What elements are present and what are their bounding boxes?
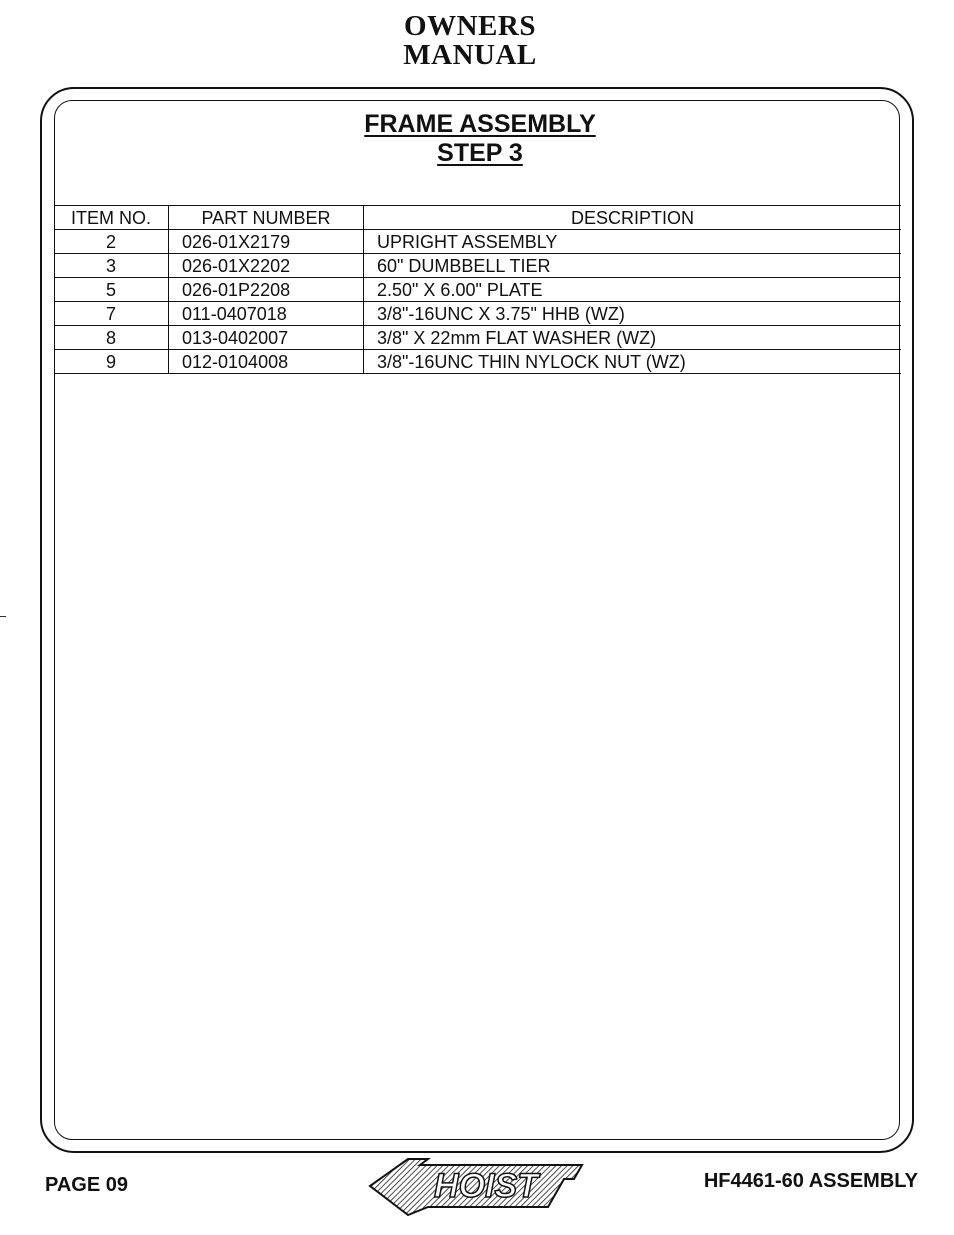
- table-row: [54, 254, 901, 278]
- hoist-logo: [368, 1155, 590, 1217]
- model-label: HF4461-60 ASSEMBLY: [703, 1170, 918, 1192]
- manual-title-line2: MANUAL: [403, 39, 537, 71]
- section-heading: [340, 110, 620, 168]
- header-part-number: PART NUMBER: [169, 206, 364, 230]
- part-number-cell: 013-0402007: [169, 326, 364, 350]
- part-number-cell: 026-01X2179: [169, 230, 364, 254]
- item-no-cell: 3: [54, 254, 169, 278]
- table-row: [54, 278, 901, 302]
- table-header-row: [54, 206, 901, 230]
- header-description: DESCRIPTION: [364, 206, 902, 230]
- page-number: PAGE 09: [45, 1174, 128, 1196]
- item-no-cell: 2: [54, 230, 169, 254]
- part-number-cell: 011-0407018: [169, 302, 364, 326]
- description-cell: 2.50" X 6.00" PLATE: [364, 278, 902, 302]
- section-title: FRAME ASSEMBLY: [364, 110, 596, 138]
- manual-title-line1: OWNERS: [404, 10, 536, 42]
- item-no-cell: 5: [54, 278, 169, 302]
- header-item-no: ITEM NO.: [54, 206, 169, 230]
- description-cell: 3/8" X 22mm FLAT WASHER (WZ): [364, 326, 902, 350]
- description-cell: 3/8"-16UNC THIN NYLOCK NUT (WZ): [364, 350, 902, 374]
- table-row: [54, 350, 901, 374]
- manual-title: [0, 12, 940, 70]
- description-cell: 60" DUMBBELL TIER: [364, 254, 902, 278]
- item-no-cell: 9: [54, 350, 169, 374]
- table-row: [54, 230, 901, 254]
- scan-mark: [0, 616, 6, 617]
- item-no-cell: 8: [54, 326, 169, 350]
- parts-table: [54, 205, 901, 374]
- section-step: STEP 3: [437, 139, 523, 167]
- part-number-cell: 026-01X2202: [169, 254, 364, 278]
- item-no-cell: 7: [54, 302, 169, 326]
- table-row: [54, 302, 901, 326]
- description-cell: 3/8"-16UNC X 3.75" HHB (WZ): [364, 302, 902, 326]
- description-cell: UPRIGHT ASSEMBLY: [364, 230, 902, 254]
- part-number-cell: 012-0104008: [169, 350, 364, 374]
- part-number-cell: 026-01P2208: [169, 278, 364, 302]
- logo-text: HOIST: [434, 1167, 538, 1205]
- table-row: [54, 326, 901, 350]
